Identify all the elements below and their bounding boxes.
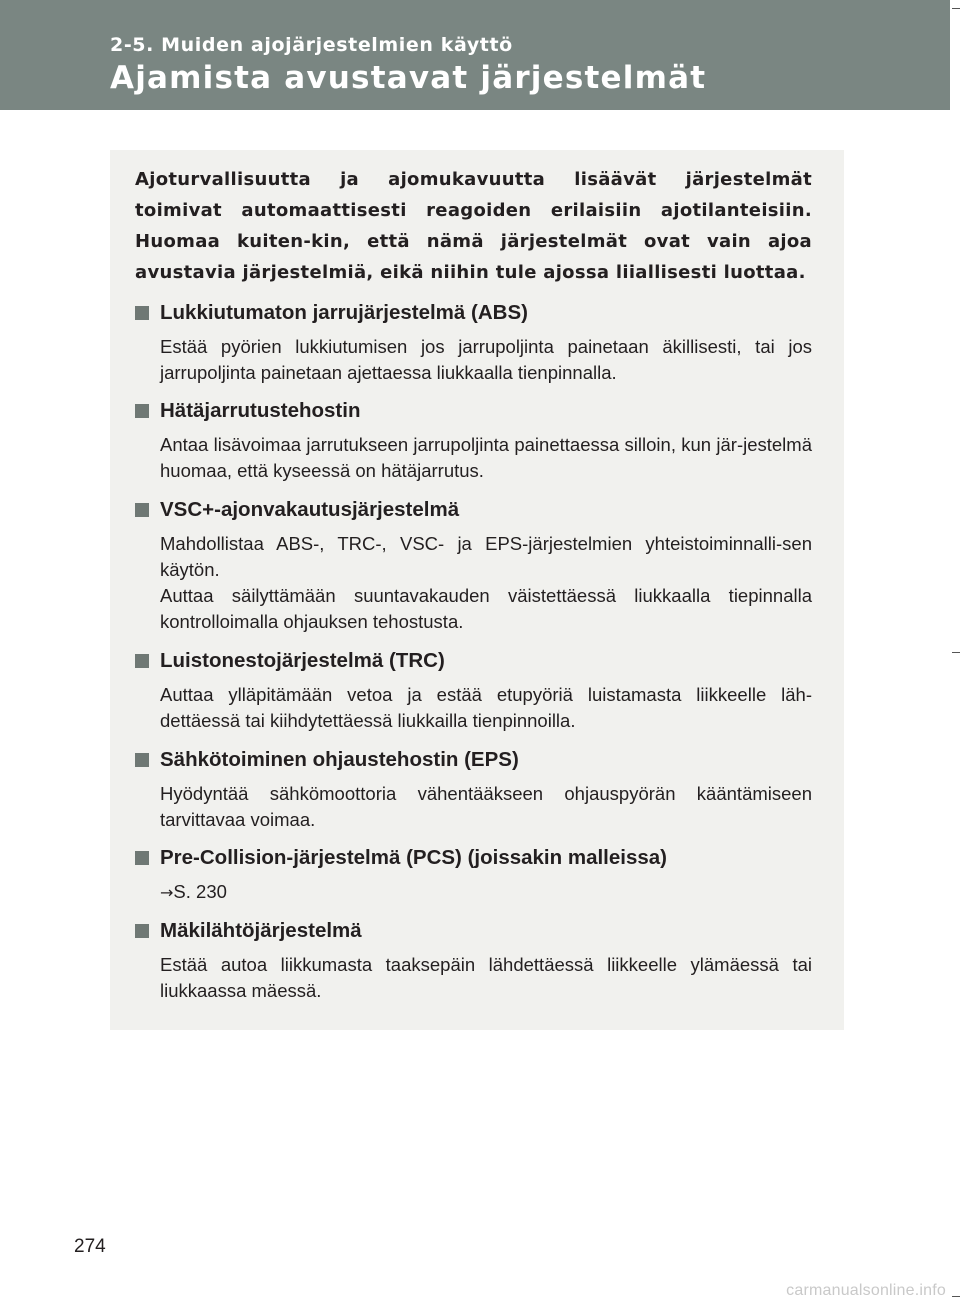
crop-mark [952, 1296, 960, 1297]
item-paragraph: Auttaa säilyttämään suuntavakauden väistettäessä liukkaalla tiepinnalla kontrolloimalla ohjauksen tehostusta. [160, 585, 812, 632]
chapter-header [0, 0, 950, 110]
item-hill-start [135, 918, 815, 1004]
item-heading [135, 398, 815, 424]
item-paragraph: Antaa lisävoimaa jarrutukseen jarrupoljinta painettaessa silloin, kun jär-jestelmä huomaa, että kyseessä on hätäjarrutus. [160, 434, 812, 481]
arrow-right-icon: → [160, 883, 174, 902]
reference-text: S. 230 [173, 881, 227, 902]
page-title: Ajamista avustavat järjestelmät [110, 60, 707, 96]
item-body [160, 952, 812, 1004]
item-heading [135, 747, 815, 773]
item-heading [135, 845, 815, 871]
item-body [160, 879, 812, 906]
crop-mark [952, 8, 960, 9]
item-title: Mäkilähtöjärjestelmä [160, 919, 362, 942]
item-body [160, 334, 812, 386]
item-abs [135, 300, 815, 386]
item-pcs [135, 845, 815, 906]
item-title: VSC+-ajonvakautusjärjestelmä [160, 498, 460, 521]
item-paragraph: Estää autoa liikkumasta taaksepäin lähdettäessä liikkeelle ylämäessä tai liukkaassa mäessä. [160, 954, 812, 1001]
item-title: Pre-Collision-järjestelmä (PCS) (joissakin malleissa) [160, 846, 667, 869]
item-heading [135, 648, 815, 674]
item-title: Sähkötoiminen ohjaustehostin (EPS) [160, 748, 519, 771]
item-vsc [135, 497, 815, 635]
page-number: 274 [74, 1236, 106, 1257]
square-bullet-icon [135, 306, 149, 320]
crop-mark [952, 652, 960, 653]
item-title: Hätäjarrutustehostin [160, 399, 361, 422]
item-body [160, 531, 812, 635]
item-paragraph: Mahdollistaa ABS-, TRC-, VSC- ja EPS-järjestelmien yhteistoiminnalli-sen käytön. [160, 533, 812, 580]
item-title: Luistonestojärjestelmä (TRC) [160, 649, 445, 672]
item-trc [135, 648, 815, 734]
square-bullet-icon [135, 924, 149, 938]
page-reference[interactable] [160, 879, 812, 906]
content-box [110, 150, 844, 1030]
item-eps [135, 747, 815, 833]
header-edge [950, 0, 960, 110]
section-label: 2-5. Muiden ajojärjestelmien käyttö [110, 34, 513, 56]
item-heading [135, 918, 815, 944]
square-bullet-icon [135, 404, 149, 418]
square-bullet-icon [135, 654, 149, 668]
item-body [160, 781, 812, 833]
square-bullet-icon [135, 503, 149, 517]
item-paragraph: Estää pyörien lukkiutumisen jos jarrupoljinta painetaan äkillisesti, tai jos jarrupoljinta painetaan ajettaessa liukkaalla tienpinnalla. [160, 336, 812, 383]
square-bullet-icon [135, 753, 149, 767]
item-paragraph: Hyödyntää sähkömoottoria vähentääkseen ohjauspyörän kääntämiseen tarvittavaa voimaa. [160, 783, 812, 830]
square-bullet-icon [135, 851, 149, 865]
watermark: carmanualsonline.info [786, 1282, 946, 1299]
intro-text: Ajoturvallisuutta ja ajomukavuutta lisäävät järjestelmät toimivat automaattisesti reagoiden erilaisiin ajotilanteisiin. Huomaa kuiten-kin, että nämä järjestelmät ovat vain ajoa avustavia järjestelmiä, eikä niihin tule ajossa liiallisesti luottaa. [135, 169, 812, 283]
item-body [160, 432, 812, 484]
item-body [160, 682, 812, 734]
item-title: Lukkiutumaton jarrujärjestelmä (ABS) [160, 301, 528, 324]
item-heading [135, 497, 815, 523]
item-brake-assist [135, 398, 815, 484]
item-heading [135, 300, 815, 326]
item-paragraph: Auttaa ylläpitämään vetoa ja estää etupyöriä luistamasta liikkeelle läh-dettäessä tai kiihdytettäessä liukkailla tienpinnoilla. [160, 684, 812, 731]
